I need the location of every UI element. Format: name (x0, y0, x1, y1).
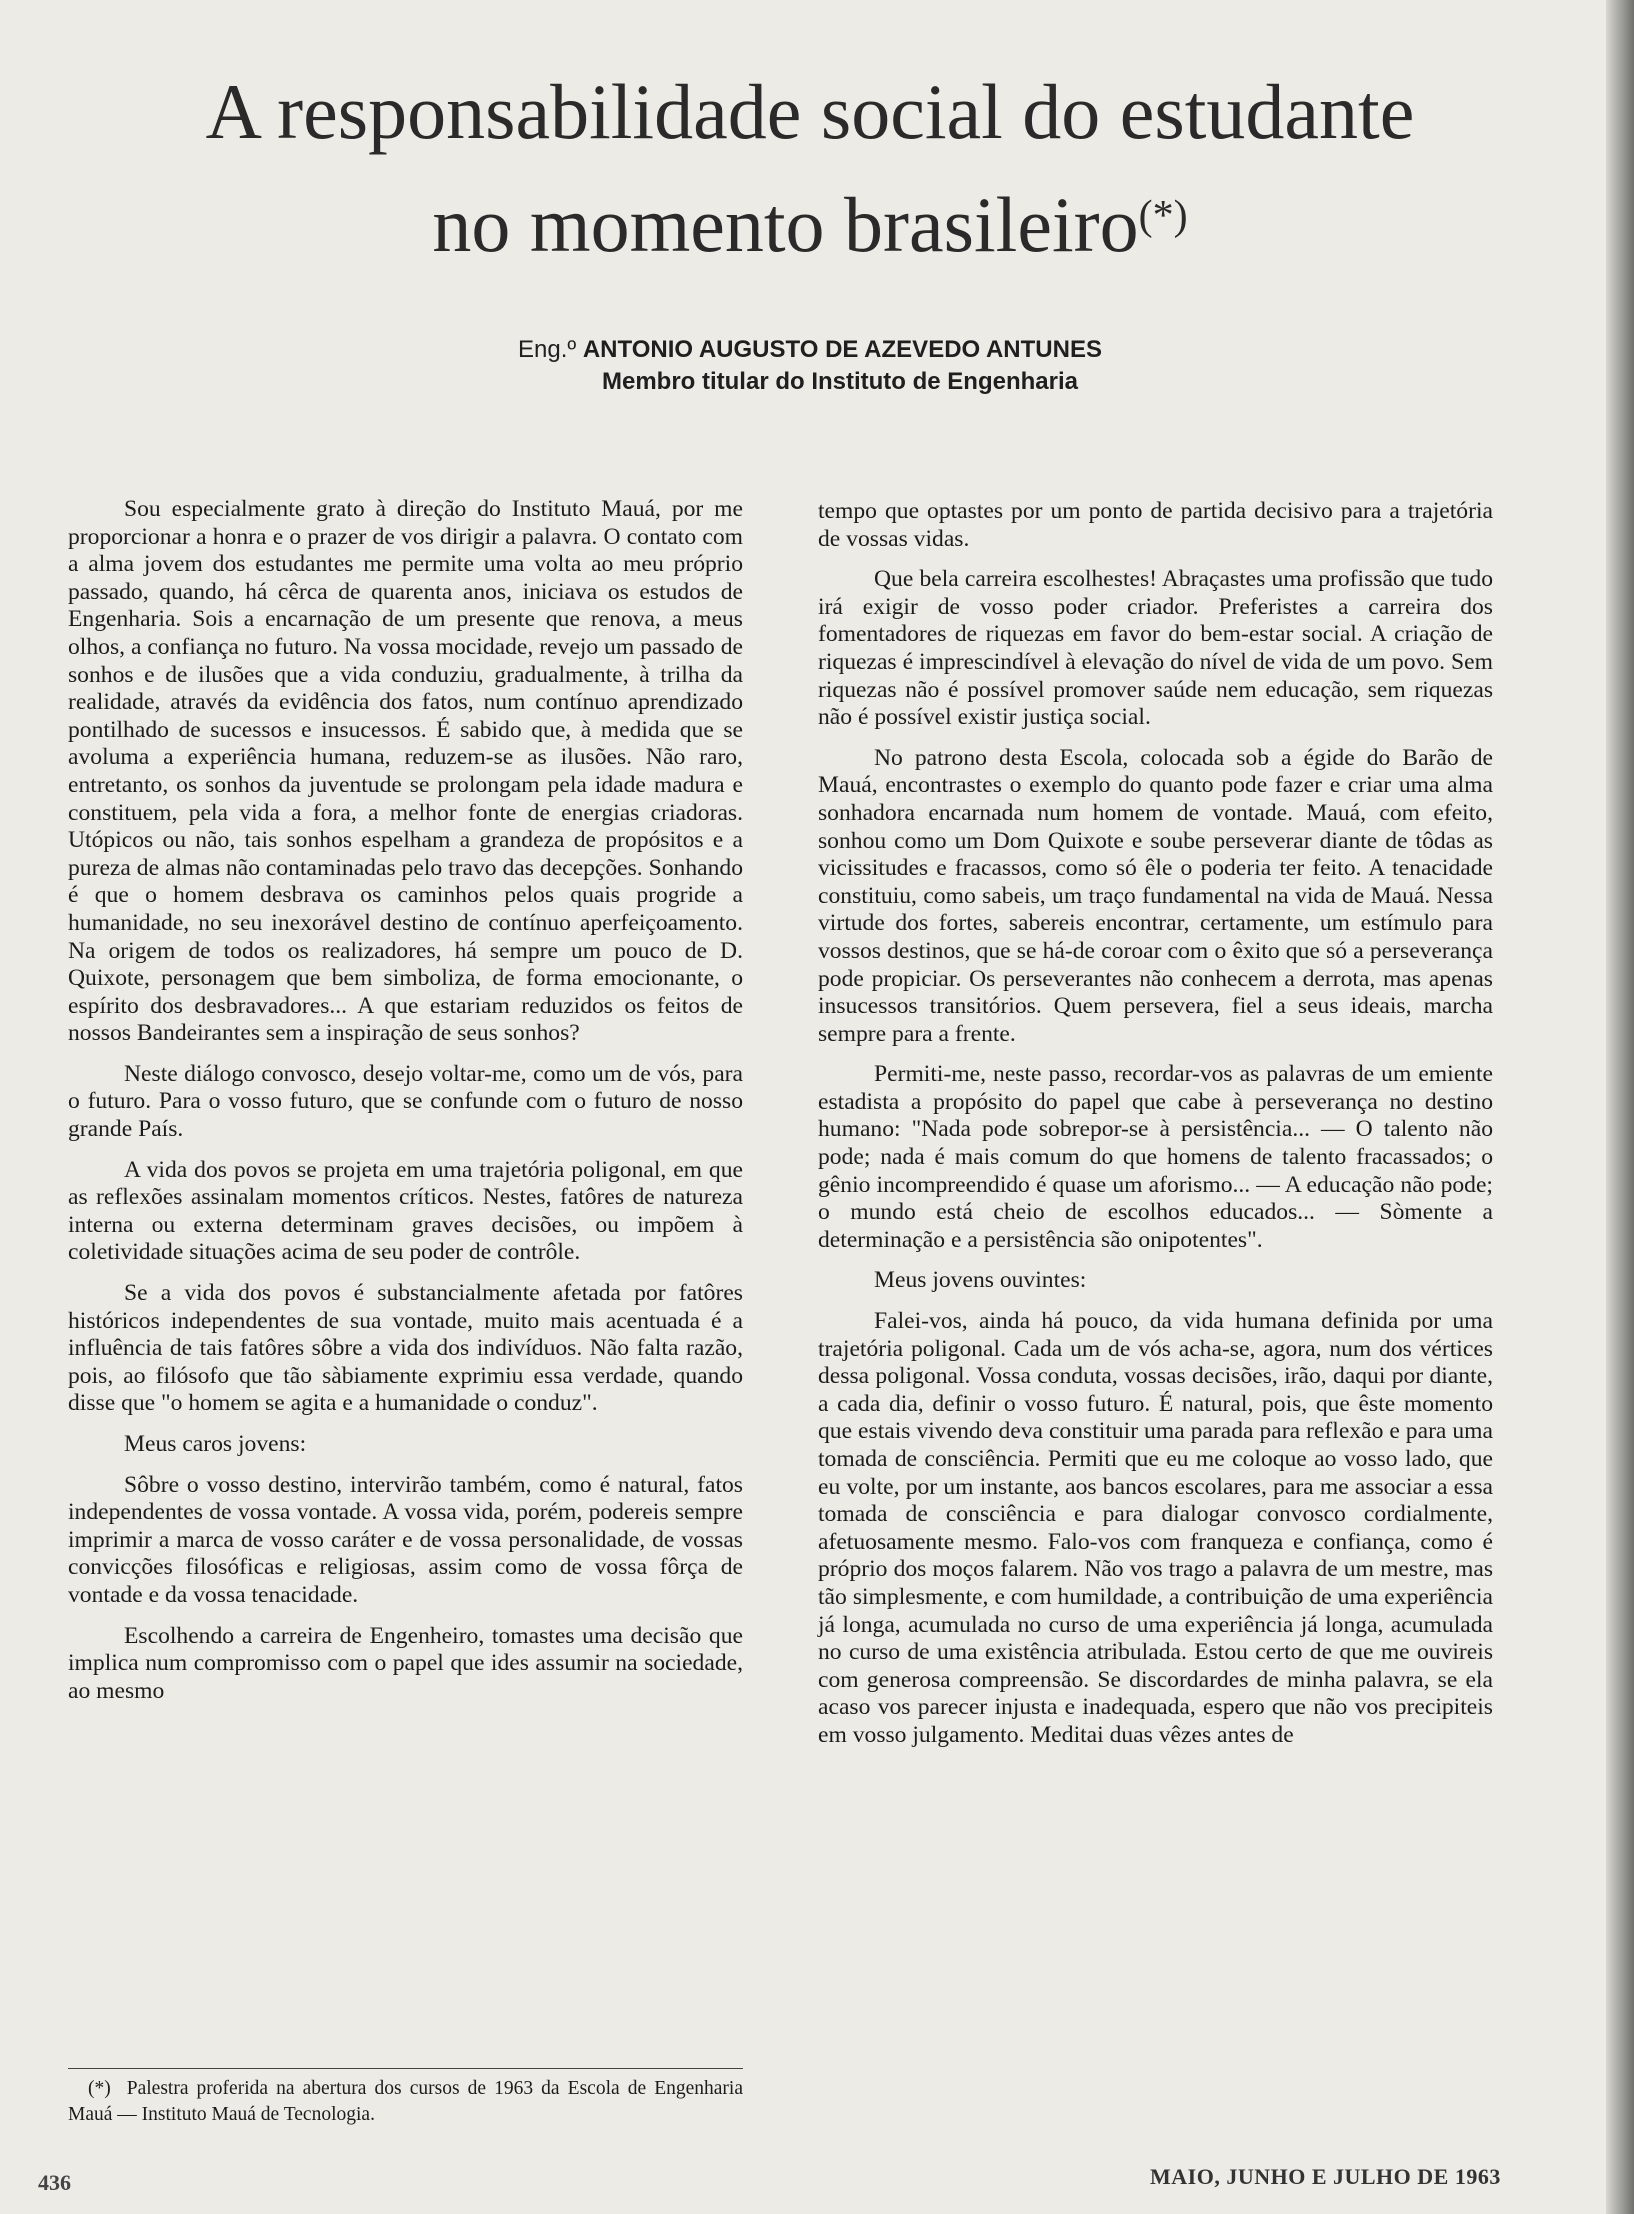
salutation: Meus jovens ouvintes: (874, 1267, 1087, 1294)
paragraph: Neste diálogo convosco, desejo voltar-me, como um de vós, para o futuro. Para o vosso futuro, que se confunde com o futuro de nosso grande País. (68, 1060, 743, 1143)
page-binding-edge (1606, 0, 1634, 2214)
title-line-1: A responsabilidade social do estudante (205, 68, 1415, 155)
byline (40, 334, 1580, 398)
title-line-2: no momento brasileiro (432, 181, 1139, 268)
author-role: Membro titular do Instituto de Engenharia (601, 368, 1078, 395)
paragraph: No patrono desta Escola, colocada sob a égide do Barão de Mauá, encontrastes o exemplo do quanto pode fazer e criar uma alma sonhadora encarnada num homem de vontade. Mauá, com efeito, sonhou como um Dom Quixote e soube perseverar diante de tôdas as vicissitudes e fracassos, como só êle o poderia ter feito. A tenacidade constituiu, como sabeis, um traço fundamental na vida de Mauá. Nessa virtude dos fortes, sabereis encontrar, certamente, um estímulo para vossos destinos, que se há-de coroar com o êxito que só a perseverança pode propiciar. Os perseverantes não conhecem a derrota, mas apenas insucessos transitórios. Quem persevera, fiel a seus ideais, marcha sempre para a frente. (818, 744, 1493, 1047)
paragraph-continued: tempo que optastes por um ponto de partida decisivo para a trajetória de vossas vidas. (818, 498, 1493, 552)
salutation: Meus caros jovens: (124, 1431, 307, 1457)
paragraph: A vida dos povos se projeta em uma trajetória poligonal, em que as reflexões assinalam momentos críticos. Nestes, fatôres de natureza interna ou externa determinam graves decisões, ou impõem à coletividade situações acima de seu poder de contrôle. (68, 1156, 743, 1266)
issue-date: MAIO, JUNHO E JULHO DE 1963 (1150, 2164, 1501, 2189)
footnote-divider (68, 2068, 743, 2069)
footnote-marker: (*) (88, 2078, 111, 2099)
article-title (40, 60, 1580, 277)
author-name: ANTONIO AUGUSTO DE AZEVEDO ANTUNES (582, 336, 1102, 363)
footnote-text: Palestra proferida na abertura dos cursos de 1963 da Escola de Engenharia Mauá — Instituto Mauá de Tecnologia. (68, 2078, 743, 2125)
page-number: 436 (38, 2170, 71, 2195)
paragraph: Se a vida dos povos é substancialmente afetada por fatôres históricos independentes de sua vontade, muito mais acentuada é a influência de tais fatôres sôbre a vida dos indivíduos. Não falta razão, pois, ao filósofo que tão sàbiamente exprimiu essa verdade, quando disse que "o homem se agita e a humanidade o conduz". (68, 1280, 743, 1417)
title-footnote-mark: (*) (1138, 193, 1188, 239)
right-column (818, 498, 1493, 1763)
footnote (68, 2076, 743, 2128)
left-column (68, 496, 743, 1718)
paragraph: Que bela carreira escolhestes! Abraçastes uma profissão que tudo irá exigir de vosso poder criador. Preferistes a carreira dos fomentadores de riquezas em favor do bem-estar social. A criação de riquezas é imprescindível à elevação do nível de vida de um povo. Sem riquezas não é possível promover saúde nem educação, sem riquezas não é possível existir justiça social. (818, 566, 1493, 731)
author-prefix: Eng.º (518, 336, 577, 363)
paragraph: Sôbre o vosso destino, intervirão também, como é natural, fatos independentes de vossa vontade. A vossa vida, porém, podereis sempre imprimir a marca de vosso caráter e de vossa personalidade, de vossas convicções filosóficas e religiosas, assim como de vossa fôrça de vontade e da vossa tenacidade. (68, 1471, 743, 1608)
paragraph: Sou especialmente grato à direção do Instituto Mauá, por me proporcionar a honra e o prazer de vos dirigir a palavra. O contato com a alma jovem dos estudantes me permite uma volta ao meu próprio passado, quando, há cêrca de quarenta anos, iniciava os estudos de Engenharia. Sois a encarnação de um presente que renova, a meus olhos, a confiança no futuro. Na vossa mocidade, revejo um passado de sonhos e de ilusões que a vida conduziu, gradualmente, à trilha da realidade, através da evidência dos fatos, num contínuo aprendizado pontilhado de sucessos e insucessos. É sabido que, à medida que se avoluma a experiência humana, reduzem-se as ilusões. Não raro, entretanto, os sonhos da juventude se prolongam pela idade madura e constituem, pela vida a fora, a melhor fonte de energias criadoras. Utópicos ou não, tais sonhos espelham a grandeza de propósitos e a pureza de almas não contaminadas pelo travo das decepções. Sonhando é que o homem desbrava os caminhos pelos quais progride a humanidade, no seu inexorável destino de contínuo aperfeiçoamento. Na origem de todos os realizadores, há sempre um pouco de D. Quixote, personagem que bem simboliza, de forma emocionante, o espírito dos desbravadores... A que estariam reduzidos os feitos de nossos Bandeirantes sem a inspiração de seus sonhos? (68, 496, 743, 1047)
paragraph: Falei-vos, ainda há pouco, da vida humana definida por uma trajetória poligonal. Cada um de vós acha-se, agora, num dos vértices dessa poligonal. Vossa conduta, vossas decisões, irão, daqui por diante, a cada dia, definir o vosso futuro. É natural, pois, que êste momento que estais vivendo deva constituir uma parada para reflexão e para uma tomada de consciência. Permiti que eu me coloque ao vosso lado, que eu volte, por um instante, aos bancos escolares, para me associar a essa tomada de consciência e para dialogar convosco cordialmente, afetuosamente mesmo. Falo-vos com franqueza e confiança, como é próprio dos moços falarem. Não vos trago a palavra de um mestre, mas tão simplesmente, e com humildade, a contribuição de uma experiência já longa, acumulada no curso de uma experiência já longa, acumulada no curso de uma existência atribulada. Estou certo de que me ouvireis com generosa compreensão. Se discordardes de minha palavra, se ela acaso vos parecer injusta e inadequada, espero que não vos precipiteis em vosso julgamento. Meditai duas vêzes antes de (818, 1308, 1493, 1748)
paragraph: Permiti-me, neste passo, recordar-vos as palavras de um emiente estadista a propósito do papel que cabe à perseverança no destino humano: "Nada pode sobrepor-se à persistência... — O talento não pode; nada é mais comum do que homens de talento fracassados; o gênio incompreendido é quase um aforismo... — A educação não pode; o mundo está cheio de escolhos educados... — Sòmente a determinação e a persistência são onipotentes". (818, 1061, 1493, 1253)
paragraph: Escolhendo a carreira de Engenheiro, tomastes uma decisão que implica num compromisso com o papel que ides assumir na sociedade, ao mesmo (68, 1622, 743, 1704)
author-line (40, 334, 1580, 366)
